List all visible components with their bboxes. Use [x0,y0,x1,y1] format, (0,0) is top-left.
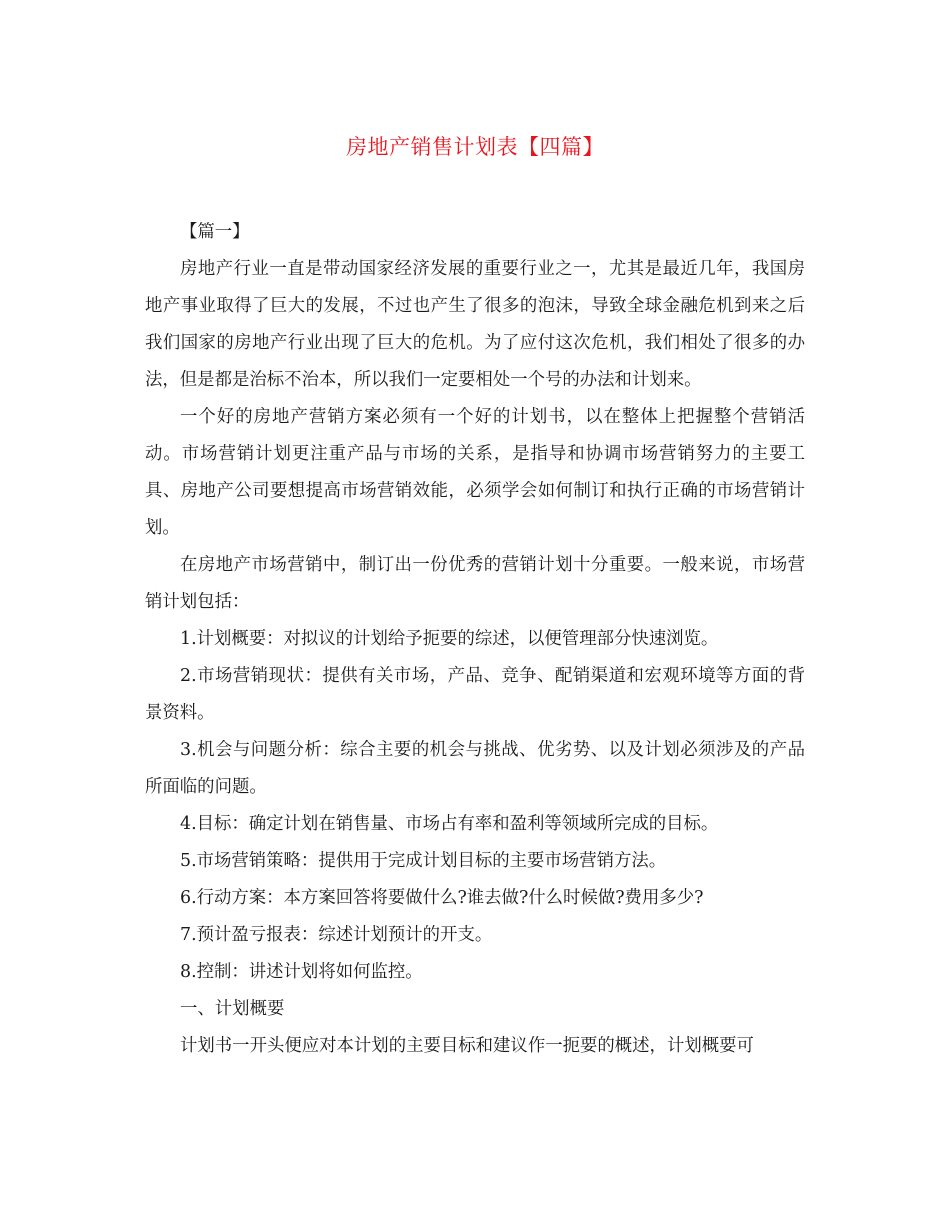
list-item: 3.机会与问题分析：综合主要的机会与挑战、优劣势、以及计划必须涉及的产品所面临的问题。 [145,740,805,797]
paragraph-plan-contents: 在房地产市场营销中，制订出一份优秀的营销计划十分重要。一般来说，市场营销计划包括： [145,555,805,612]
document-title: 房地产销售计划表【四篇】 [346,135,604,159]
list-item: 4.目标：确定计划在销售量、市场占有率和盈利等领域所完成的目标。 [180,814,719,834]
section-label: 【篇一】 [180,222,250,242]
list-item: 5.市场营销策略：提供用于完成计划目标的主要市场营销方法。 [180,851,667,871]
subheading-plan-summary: 一、计划概要 [180,999,285,1019]
list-item: 6.行动方案：本方案回答将要做什么?谁去做?什么时候做?费用多少? [180,888,704,908]
list-item: 7.预计盈亏报表：综述计划预计的开支。 [180,925,493,945]
document-body [145,214,805,1065]
paragraph-plan-importance: 一个好的房地产营销方案必须有一个好的计划书，以在整体上把握整个营销活动。市场营销计划更注重产品与市场的关系，是指导和协调市场营销努力的主要工具、房地产公司要想提高市场营销效能，必须学会如何制订和执行正确的市场营销计划。 [145,407,805,538]
paragraph-closing: 计划书一开头便应对本计划的主要目标和建议作一扼要的概述，计划概要可 [180,1036,754,1056]
list-item: 1.计划概要：对拟议的计划给予扼要的综述，以便管理部分快速浏览。 [180,629,719,649]
list-item: 2.市场营销现状：提供有关市场，产品、竞争、配销渠道和宏观环境等方面的背景资料。 [145,666,805,723]
paragraph-intro: 房地产行业一直是带动国家经济发展的重要行业之一，尤其是最近几年，我国房地产事业取得了巨大的发展，不过也产生了很多的泡沫，导致全球金融危机到来之后我们国家的房地产行业出现了巨大的危机。为了应付这次危机，我们相处了很多的办法，但是都是治标不治本，所以我们一定要相处一个号的办法和计划来。 [145,259,805,390]
list-item: 8.控制：讲述计划将如何监控。 [180,962,423,982]
